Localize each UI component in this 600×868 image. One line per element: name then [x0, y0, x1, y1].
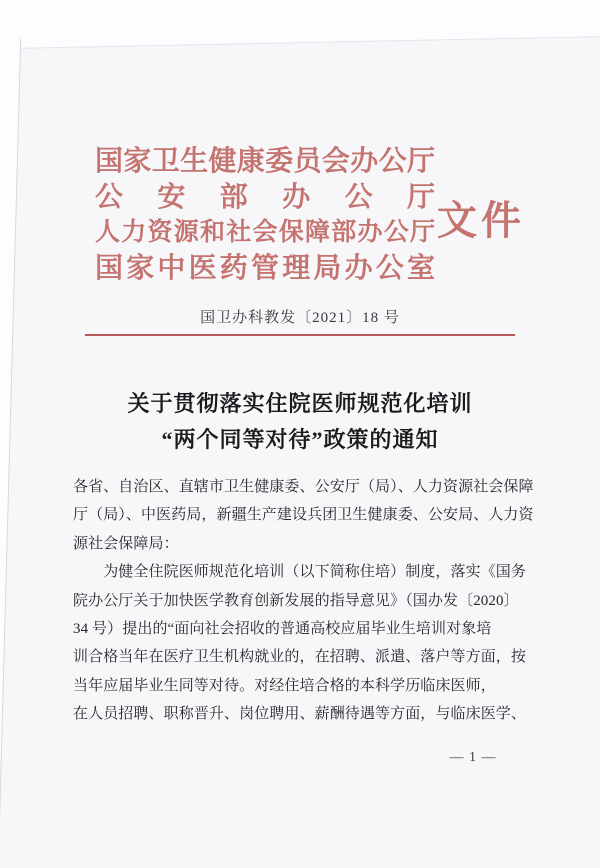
agency-line-mps: 公安部办公厅 [95, 181, 435, 213]
page-top-edge [0, 0, 600, 49]
body-line: 当年应届毕业生同等对待。对经住培合格的本科学历临床医师， [73, 677, 496, 694]
agency-line-mohrss: 人力资源和社会保障部办公厅 [95, 219, 435, 246]
body-line: 厅（局）、中医药局，新疆生产建设兵团卫生健康委、公安局、人力资 [73, 507, 534, 524]
document-reference-number: 国卫办科教发〔2021〕18 号 [200, 310, 400, 326]
title-line-1: 关于贯彻落实住院医师规范化培训 [127, 391, 473, 416]
title-line-2: “两个同等对待”政策的通知 [161, 427, 439, 452]
issuing-agencies-block [95, 144, 435, 286]
document-title [0, 386, 600, 458]
page-number: — 1 — [449, 750, 497, 765]
body-line: 各省、自治区、直辖市卫生健康委、公安厅（局）、人力资源社会保障 [73, 479, 534, 495]
red-separator-line [85, 334, 515, 336]
body-line: 在人员招聘、职称晋升、岗位聘用、薪酬待遇等方面，与临床医学、 [73, 706, 527, 723]
body-line: 34 号）提出的“面向社会招收的普通高校应届毕业生培训对象培 [73, 620, 492, 637]
body-line: 训合格当年在医疗卫生机构就业的，在招聘、派遣、落户等方面，按 [73, 649, 527, 666]
agency-line-nhc: 国家卫生健康委员会办公厅 [95, 146, 435, 177]
body-line: 为健全住院医师规范化培训（以下简称住培）制度，落实《国务 [73, 564, 527, 581]
agency-line-tcm: 国家中医药管理局办公室 [95, 252, 435, 284]
letterhead-document-word: 文件 [437, 198, 525, 243]
body-line: 院办公厅关于加快医学教育创新发展的指导意见》（国办发〔2020〕 [73, 592, 519, 609]
document-body [73, 473, 539, 729]
body-line: 源社会保障局： [73, 535, 179, 552]
